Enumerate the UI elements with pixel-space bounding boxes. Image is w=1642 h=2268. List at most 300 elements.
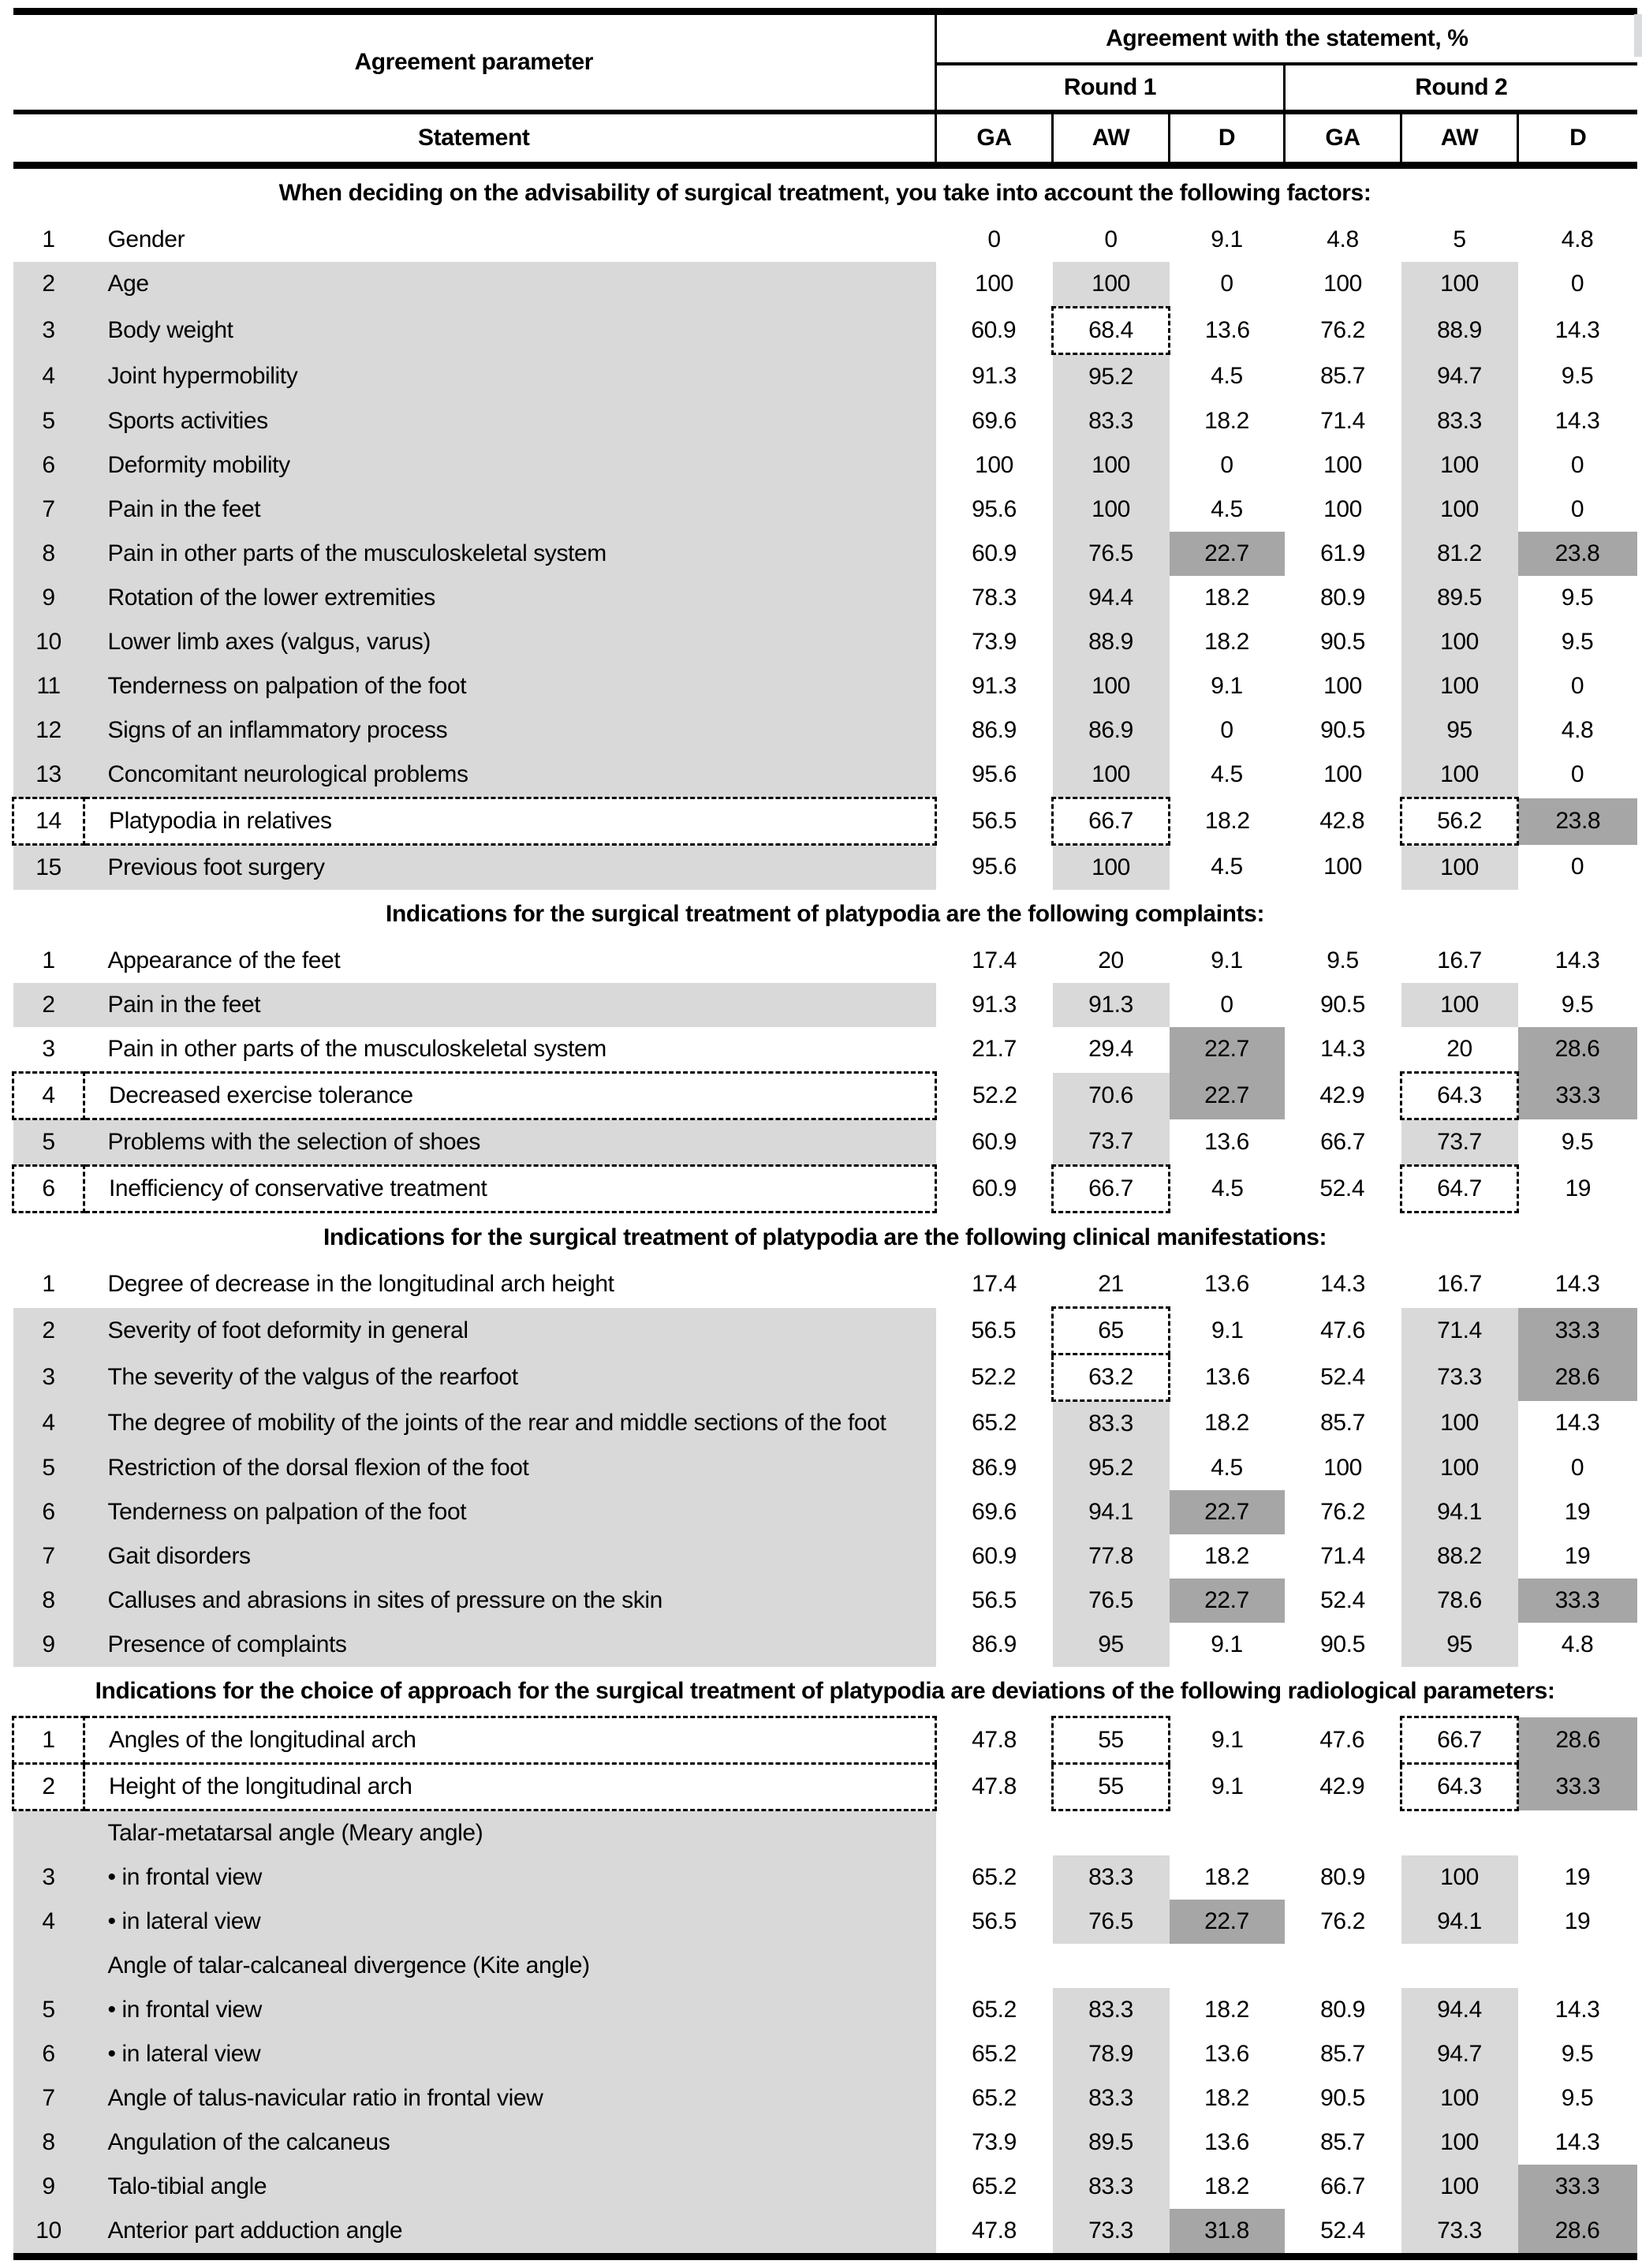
value-cell: 66.7 bbox=[1053, 1166, 1170, 1212]
row-number: 9 bbox=[13, 1623, 84, 1667]
value-cell: 20 bbox=[1401, 1027, 1518, 1073]
table-row bbox=[13, 983, 1637, 1027]
value-cell: 4.5 bbox=[1170, 845, 1285, 891]
section-title-row bbox=[13, 166, 1637, 219]
value-cell: 100 bbox=[1053, 488, 1170, 532]
value-cell: 89.5 bbox=[1401, 576, 1518, 620]
header-r2-d: D bbox=[1518, 112, 1637, 166]
value-cell: 9.1 bbox=[1170, 664, 1285, 708]
table-row bbox=[13, 1988, 1637, 2032]
statement-label: Decreased exercise tolerance bbox=[84, 1073, 936, 1119]
value-cell: 100 bbox=[1401, 620, 1518, 664]
value-cell: 19 bbox=[1518, 1900, 1637, 1944]
value-cell: 100 bbox=[1401, 2076, 1518, 2120]
value-cell: 70.6 bbox=[1053, 1073, 1170, 1119]
value-cell: 100 bbox=[1401, 2120, 1518, 2165]
value-cell: 69.6 bbox=[936, 399, 1053, 443]
value-cell: 9.5 bbox=[1518, 2076, 1637, 2120]
value-cell: 90.5 bbox=[1285, 708, 1401, 753]
value-cell: 86.9 bbox=[936, 708, 1053, 753]
value-cell: 86.9 bbox=[1053, 708, 1170, 753]
statement-label: Joint hypermobility bbox=[84, 354, 936, 400]
table-row bbox=[13, 1119, 1637, 1166]
value-cell: 90.5 bbox=[1285, 2076, 1401, 2120]
value-cell: 18.2 bbox=[1170, 399, 1285, 443]
header-r1-ga: GA bbox=[936, 112, 1053, 166]
row-number: 1 bbox=[13, 1262, 84, 1308]
value-cell: 0 bbox=[1053, 218, 1170, 262]
value-cell: 23.8 bbox=[1518, 532, 1637, 576]
value-cell: 86.9 bbox=[936, 1623, 1053, 1667]
table-row bbox=[13, 2120, 1637, 2165]
header-r2-aw: AW bbox=[1401, 112, 1518, 166]
table-row bbox=[13, 488, 1637, 532]
table-row bbox=[13, 532, 1637, 576]
statement-label: Sports activities bbox=[84, 399, 936, 443]
value-cell: 85.7 bbox=[1285, 1401, 1401, 1447]
row-number: 3 bbox=[13, 308, 84, 354]
value-cell bbox=[936, 1810, 1053, 1856]
row-number: 15 bbox=[13, 845, 84, 891]
statement-label: • in frontal view bbox=[84, 1988, 936, 2032]
value-cell: 85.7 bbox=[1285, 2032, 1401, 2076]
value-cell: 42.9 bbox=[1285, 1073, 1401, 1119]
section-title: Indications for the surgical treatment of platypodia are the following complaints: bbox=[13, 890, 1637, 939]
statement-label: Presence of complaints bbox=[84, 1623, 936, 1667]
section-title: Indications for the choice of approach for the surgical treatment of platypodia are deviations of the following radiological parameters: bbox=[13, 1667, 1637, 1717]
value-cell: 22.7 bbox=[1170, 1073, 1285, 1119]
row-number: 7 bbox=[13, 2076, 84, 2120]
value-cell: 100 bbox=[1053, 262, 1170, 308]
value-cell: 4.8 bbox=[1518, 218, 1637, 262]
row-number: 1 bbox=[13, 218, 84, 262]
table-row bbox=[13, 218, 1637, 262]
value-cell: 18.2 bbox=[1170, 576, 1285, 620]
subheader-row bbox=[13, 1810, 1637, 1856]
statement-label: Angle of talus-navicular ratio in frontal view bbox=[84, 2076, 936, 2120]
statement-label: Tenderness on palpation of the foot bbox=[84, 664, 936, 708]
row-number: 6 bbox=[13, 1490, 84, 1534]
header-agreement-percent: Agreement with the statement, % bbox=[936, 12, 1637, 65]
value-cell: 18.2 bbox=[1170, 798, 1285, 845]
value-cell: 9.1 bbox=[1170, 1717, 1285, 1764]
section-title: When deciding on the advisability of surgical treatment, you take into account the following factors: bbox=[13, 166, 1637, 219]
table-row bbox=[13, 845, 1637, 891]
statement-label: Gender bbox=[84, 218, 936, 262]
value-cell: 60.9 bbox=[936, 1534, 1053, 1579]
value-cell: 4.5 bbox=[1170, 753, 1285, 798]
statement-label: Gait disorders bbox=[84, 1534, 936, 1579]
value-cell: 28.6 bbox=[1518, 1717, 1637, 1764]
value-cell: 14.3 bbox=[1518, 399, 1637, 443]
value-cell: 9.1 bbox=[1170, 1764, 1285, 1810]
value-cell: 61.9 bbox=[1285, 532, 1401, 576]
table-row bbox=[13, 753, 1637, 798]
statement-label: Pain in other parts of the musculoskeletal system bbox=[84, 1027, 936, 1073]
table-row bbox=[13, 620, 1637, 664]
value-cell: 60.9 bbox=[936, 1119, 1053, 1166]
value-cell: 14.3 bbox=[1285, 1262, 1401, 1308]
statement-label: • in frontal view bbox=[84, 1855, 936, 1900]
subheader-label: Angle of talar-calcaneal divergence (Kite angle) bbox=[84, 1944, 936, 1988]
value-cell bbox=[1518, 1944, 1637, 1988]
statement-label: Tenderness on palpation of the foot bbox=[84, 1490, 936, 1534]
value-cell: 100 bbox=[1053, 845, 1170, 891]
table-row bbox=[13, 1900, 1637, 1944]
value-cell: 0 bbox=[1170, 262, 1285, 308]
value-cell: 91.3 bbox=[936, 664, 1053, 708]
table-row bbox=[13, 1073, 1637, 1119]
table-row bbox=[13, 1354, 1637, 1401]
statement-label: Problems with the selection of shoes bbox=[84, 1119, 936, 1166]
value-cell: 100 bbox=[1053, 443, 1170, 488]
value-cell: 60.9 bbox=[936, 532, 1053, 576]
value-cell: 100 bbox=[1401, 845, 1518, 891]
row-number: 8 bbox=[13, 2120, 84, 2165]
value-cell: 95 bbox=[1401, 1623, 1518, 1667]
statement-label: The severity of the valgus of the rearfoot bbox=[84, 1354, 936, 1401]
value-cell: 64.7 bbox=[1401, 1166, 1518, 1212]
value-cell: 95.6 bbox=[936, 845, 1053, 891]
table-row bbox=[13, 576, 1637, 620]
value-cell: 9.1 bbox=[1170, 1623, 1285, 1667]
value-cell: 100 bbox=[1401, 1446, 1518, 1490]
value-cell bbox=[1401, 1810, 1518, 1856]
value-cell bbox=[936, 1944, 1053, 1988]
value-cell: 94.4 bbox=[1401, 1988, 1518, 2032]
value-cell: 65.2 bbox=[936, 2165, 1053, 2209]
value-cell: 66.7 bbox=[1053, 798, 1170, 845]
value-cell: 77.8 bbox=[1053, 1534, 1170, 1579]
value-cell: 18.2 bbox=[1170, 1988, 1285, 2032]
value-cell: 13.6 bbox=[1170, 1119, 1285, 1166]
value-cell: 5 bbox=[1401, 218, 1518, 262]
row-number: 2 bbox=[13, 262, 84, 308]
table-row bbox=[13, 1401, 1637, 1447]
value-cell: 100 bbox=[1401, 2165, 1518, 2209]
table-row bbox=[13, 2032, 1637, 2076]
row-number: 10 bbox=[13, 620, 84, 664]
value-cell: 14.3 bbox=[1518, 1988, 1637, 2032]
value-cell: 33.3 bbox=[1518, 1579, 1637, 1623]
value-cell: 0 bbox=[1170, 983, 1285, 1027]
value-cell: 28.6 bbox=[1518, 2209, 1637, 2257]
value-cell: 52.2 bbox=[936, 1073, 1053, 1119]
statement-label: Anterior part adduction angle bbox=[84, 2209, 936, 2257]
value-cell: 19 bbox=[1518, 1166, 1637, 1212]
statement-label: Platypodia in relatives bbox=[84, 798, 936, 845]
table-row bbox=[13, 1308, 1637, 1354]
statement-label: • in lateral view bbox=[84, 1900, 936, 1944]
value-cell: 95.2 bbox=[1053, 354, 1170, 400]
value-cell: 52.4 bbox=[1285, 1166, 1401, 1212]
value-cell: 94.1 bbox=[1053, 1490, 1170, 1534]
value-cell: 83.3 bbox=[1053, 1401, 1170, 1447]
row-number: 4 bbox=[13, 1401, 84, 1447]
header-r2-ga: GA bbox=[1285, 112, 1401, 166]
statement-label: Pain in the feet bbox=[84, 983, 936, 1027]
value-cell: 90.5 bbox=[1285, 620, 1401, 664]
value-cell: 9.1 bbox=[1170, 218, 1285, 262]
value-cell: 95 bbox=[1401, 708, 1518, 753]
value-cell: 83.3 bbox=[1053, 1855, 1170, 1900]
value-cell: 18.2 bbox=[1170, 620, 1285, 664]
value-cell: 0 bbox=[1518, 488, 1637, 532]
value-cell: 100 bbox=[1053, 664, 1170, 708]
value-cell: 56.5 bbox=[936, 1900, 1053, 1944]
row-number bbox=[13, 1810, 84, 1856]
value-cell: 90.5 bbox=[1285, 983, 1401, 1027]
value-cell: 64.3 bbox=[1401, 1073, 1518, 1119]
row-number: 1 bbox=[13, 1717, 84, 1764]
value-cell: 91.3 bbox=[936, 354, 1053, 400]
row-number: 2 bbox=[13, 1308, 84, 1354]
value-cell: 68.4 bbox=[1053, 308, 1170, 354]
value-cell: 18.2 bbox=[1170, 1855, 1285, 1900]
value-cell: 95.2 bbox=[1053, 1446, 1170, 1490]
table-header bbox=[13, 12, 1637, 166]
row-number: 9 bbox=[13, 576, 84, 620]
value-cell: 0 bbox=[1518, 443, 1637, 488]
value-cell: 17.4 bbox=[936, 1262, 1053, 1308]
value-cell: 73.9 bbox=[936, 620, 1053, 664]
value-cell: 9.5 bbox=[1518, 576, 1637, 620]
value-cell: 31.8 bbox=[1170, 2209, 1285, 2257]
value-cell: 85.7 bbox=[1285, 2120, 1401, 2165]
value-cell: 0 bbox=[1518, 262, 1637, 308]
statement-label: Severity of foot deformity in general bbox=[84, 1308, 936, 1354]
value-cell: 100 bbox=[1053, 753, 1170, 798]
value-cell: 73.3 bbox=[1053, 2209, 1170, 2257]
value-cell: 94.1 bbox=[1401, 1490, 1518, 1534]
statement-label: Appearance of the feet bbox=[84, 939, 936, 983]
value-cell: 0 bbox=[1170, 443, 1285, 488]
value-cell: 22.7 bbox=[1170, 532, 1285, 576]
value-cell: 73.3 bbox=[1401, 2209, 1518, 2257]
section-title: Indications for the surgical treatment of platypodia are the following clinical manifestations: bbox=[13, 1212, 1637, 1263]
value-cell: 76.5 bbox=[1053, 1579, 1170, 1623]
row-number: 7 bbox=[13, 1534, 84, 1579]
value-cell: 80.9 bbox=[1285, 576, 1401, 620]
value-cell: 100 bbox=[1401, 1401, 1518, 1447]
table-row bbox=[13, 443, 1637, 488]
value-cell: 100 bbox=[1401, 488, 1518, 532]
value-cell: 14.3 bbox=[1518, 1262, 1637, 1308]
value-cell: 65.2 bbox=[936, 2076, 1053, 2120]
row-number: 6 bbox=[13, 1166, 84, 1212]
statement-label: Deformity mobility bbox=[84, 443, 936, 488]
value-cell: 13.6 bbox=[1170, 1354, 1285, 1401]
value-cell: 100 bbox=[936, 262, 1053, 308]
value-cell: 95.6 bbox=[936, 488, 1053, 532]
table-body bbox=[13, 166, 1637, 2257]
table-row bbox=[13, 664, 1637, 708]
value-cell: 13.6 bbox=[1170, 308, 1285, 354]
value-cell: 71.4 bbox=[1285, 399, 1401, 443]
value-cell: 19 bbox=[1518, 1534, 1637, 1579]
value-cell: 94.1 bbox=[1401, 1900, 1518, 1944]
value-cell: 56.5 bbox=[936, 798, 1053, 845]
value-cell: 0 bbox=[1518, 753, 1637, 798]
value-cell: 100 bbox=[1285, 664, 1401, 708]
value-cell: 9.1 bbox=[1170, 1308, 1285, 1354]
value-cell: 100 bbox=[1401, 262, 1518, 308]
value-cell: 66.7 bbox=[1285, 1119, 1401, 1166]
value-cell: 33.3 bbox=[1518, 1308, 1637, 1354]
value-cell bbox=[1285, 1944, 1401, 1988]
value-cell bbox=[1518, 1810, 1637, 1856]
value-cell: 14.3 bbox=[1285, 1027, 1401, 1073]
scrollbar-fragment[interactable] bbox=[1634, 14, 1642, 57]
table-row bbox=[13, 1623, 1637, 1667]
header-r1-d: D bbox=[1170, 112, 1285, 166]
value-cell: 88.9 bbox=[1401, 308, 1518, 354]
value-cell: 9.5 bbox=[1518, 620, 1637, 664]
value-cell: 55 bbox=[1053, 1717, 1170, 1764]
row-number bbox=[13, 1944, 84, 1988]
value-cell: 56.2 bbox=[1401, 798, 1518, 845]
value-cell: 83.3 bbox=[1053, 399, 1170, 443]
value-cell: 64.3 bbox=[1401, 1764, 1518, 1810]
value-cell: 76.2 bbox=[1285, 1490, 1401, 1534]
value-cell: 21 bbox=[1053, 1262, 1170, 1308]
value-cell: 14.3 bbox=[1518, 308, 1637, 354]
header-round-1: Round 1 bbox=[936, 64, 1285, 112]
value-cell: 9.5 bbox=[1518, 983, 1637, 1027]
value-cell bbox=[1401, 1944, 1518, 1988]
row-number: 2 bbox=[13, 983, 84, 1027]
value-cell: 100 bbox=[1285, 443, 1401, 488]
value-cell: 89.5 bbox=[1053, 2120, 1170, 2165]
table-row bbox=[13, 354, 1637, 400]
value-cell: 100 bbox=[1401, 983, 1518, 1027]
value-cell: 33.3 bbox=[1518, 1073, 1637, 1119]
row-number: 11 bbox=[13, 664, 84, 708]
row-number: 10 bbox=[13, 2209, 84, 2257]
header-statement: Statement bbox=[13, 112, 936, 166]
row-number: 4 bbox=[13, 354, 84, 400]
table-row bbox=[13, 1764, 1637, 1810]
header-round-2: Round 2 bbox=[1285, 64, 1637, 112]
value-cell: 65.2 bbox=[936, 2032, 1053, 2076]
value-cell: 52.4 bbox=[1285, 1354, 1401, 1401]
row-number: 9 bbox=[13, 2165, 84, 2209]
value-cell: 94.7 bbox=[1401, 2032, 1518, 2076]
subheader-label: Talar-metatarsal angle (Meary angle) bbox=[84, 1810, 936, 1856]
value-cell: 63.2 bbox=[1053, 1354, 1170, 1401]
value-cell: 14.3 bbox=[1518, 939, 1637, 983]
value-cell: 47.6 bbox=[1285, 1717, 1401, 1764]
value-cell: 22.7 bbox=[1170, 1490, 1285, 1534]
row-number: 5 bbox=[13, 1119, 84, 1166]
value-cell: 4.8 bbox=[1518, 1623, 1637, 1667]
value-cell: 16.7 bbox=[1401, 939, 1518, 983]
value-cell: 60.9 bbox=[936, 1166, 1053, 1212]
value-cell: 4.5 bbox=[1170, 1446, 1285, 1490]
value-cell: 16.7 bbox=[1401, 1262, 1518, 1308]
table-row bbox=[13, 1717, 1637, 1764]
subheader-row bbox=[13, 1944, 1637, 1988]
section-title-row bbox=[13, 1667, 1637, 1717]
value-cell: 78.9 bbox=[1053, 2032, 1170, 2076]
value-cell: 76.2 bbox=[1285, 308, 1401, 354]
value-cell: 4.8 bbox=[1518, 708, 1637, 753]
value-cell: 65.2 bbox=[936, 1988, 1053, 2032]
value-cell: 9.1 bbox=[1170, 939, 1285, 983]
value-cell: 4.5 bbox=[1170, 1166, 1285, 1212]
value-cell: 9.5 bbox=[1518, 1119, 1637, 1166]
value-cell: 18.2 bbox=[1170, 2165, 1285, 2209]
value-cell: 100 bbox=[1401, 753, 1518, 798]
value-cell: 18.2 bbox=[1170, 2076, 1285, 2120]
value-cell: 94.7 bbox=[1401, 354, 1518, 400]
value-cell: 52.4 bbox=[1285, 2209, 1401, 2257]
value-cell: 13.6 bbox=[1170, 2032, 1285, 2076]
row-number: 3 bbox=[13, 1855, 84, 1900]
table-row bbox=[13, 308, 1637, 354]
value-cell: 19 bbox=[1518, 1490, 1637, 1534]
value-cell: 71.4 bbox=[1401, 1308, 1518, 1354]
table-row bbox=[13, 798, 1637, 845]
value-cell: 88.9 bbox=[1053, 620, 1170, 664]
value-cell: 33.3 bbox=[1518, 1764, 1637, 1810]
table-row bbox=[13, 1027, 1637, 1073]
value-cell: 78.3 bbox=[936, 576, 1053, 620]
table-row bbox=[13, 399, 1637, 443]
statement-label: Angulation of the calcaneus bbox=[84, 2120, 936, 2165]
value-cell: 28.6 bbox=[1518, 1027, 1637, 1073]
value-cell: 4.5 bbox=[1170, 354, 1285, 400]
statement-label: Body weight bbox=[84, 308, 936, 354]
value-cell: 95 bbox=[1053, 1623, 1170, 1667]
value-cell: 0 bbox=[1518, 1446, 1637, 1490]
row-number: 5 bbox=[13, 399, 84, 443]
statement-label: Signs of an inflammatory process bbox=[84, 708, 936, 753]
value-cell: 55 bbox=[1053, 1764, 1170, 1810]
statement-label: Previous foot surgery bbox=[84, 845, 936, 891]
row-number: 5 bbox=[13, 1446, 84, 1490]
value-cell: 42.9 bbox=[1285, 1764, 1401, 1810]
statement-label: Concomitant neurological problems bbox=[84, 753, 936, 798]
value-cell: 100 bbox=[936, 443, 1053, 488]
value-cell bbox=[1053, 1944, 1170, 1988]
value-cell: 86.9 bbox=[936, 1446, 1053, 1490]
value-cell: 18.2 bbox=[1170, 1401, 1285, 1447]
statement-label: Restriction of the dorsal flexion of the foot bbox=[84, 1446, 936, 1490]
value-cell: 100 bbox=[1285, 1446, 1401, 1490]
value-cell: 60.9 bbox=[936, 308, 1053, 354]
value-cell: 52.4 bbox=[1285, 1579, 1401, 1623]
value-cell: 47.6 bbox=[1285, 1308, 1401, 1354]
table-row bbox=[13, 2076, 1637, 2120]
table-row bbox=[13, 708, 1637, 753]
value-cell: 95.6 bbox=[936, 753, 1053, 798]
value-cell: 47.8 bbox=[936, 2209, 1053, 2257]
value-cell: 83.3 bbox=[1401, 399, 1518, 443]
value-cell: 18.2 bbox=[1170, 1534, 1285, 1579]
value-cell: 83.3 bbox=[1053, 1988, 1170, 2032]
value-cell: 65 bbox=[1053, 1308, 1170, 1354]
value-cell: 4.8 bbox=[1285, 218, 1401, 262]
value-cell: 85.7 bbox=[1285, 354, 1401, 400]
value-cell: 22.7 bbox=[1170, 1579, 1285, 1623]
value-cell: 73.3 bbox=[1401, 1354, 1518, 1401]
value-cell: 14.3 bbox=[1518, 2120, 1637, 2165]
value-cell: 88.2 bbox=[1401, 1534, 1518, 1579]
value-cell: 47.8 bbox=[936, 1717, 1053, 1764]
row-number: 2 bbox=[13, 1764, 84, 1810]
value-cell: 0 bbox=[1518, 664, 1637, 708]
